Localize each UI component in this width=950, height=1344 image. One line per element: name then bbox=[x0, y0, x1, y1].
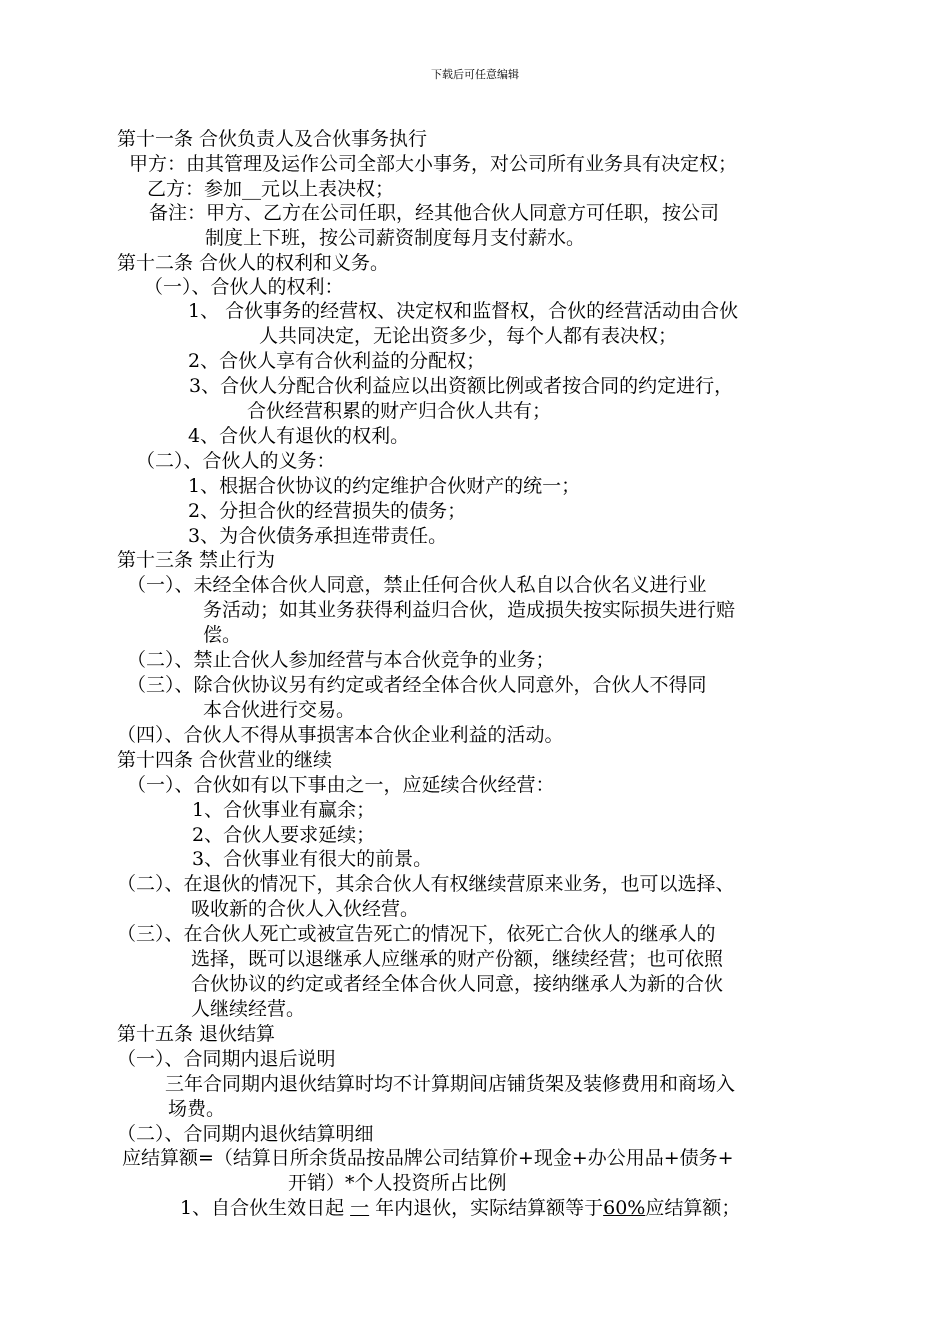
text-line: （二）、在退伙的情况下，其余合伙人有权继续营原来业务，也可以选择、 bbox=[117, 873, 735, 895]
text-line: （二）、合伙人的义务： bbox=[136, 450, 336, 472]
text-line: 选择，既可以退继承人应继承的财产份额，继续经营；也可依照 bbox=[191, 948, 724, 970]
text-line: 开销）*个人投资所占比例 bbox=[288, 1172, 507, 1194]
text-line: 3、为合伙债务承担连带责任。 bbox=[188, 525, 448, 547]
underlined-years: 一 bbox=[350, 1197, 370, 1219]
text-line: 2、分担合伙的经营损失的债务； bbox=[188, 500, 467, 522]
text-line: 吸收新的合伙人入伙经营。 bbox=[191, 898, 420, 920]
article-12-title: 第十二条 合伙人的权利和义务。 bbox=[117, 252, 390, 274]
underlined-percent: 60% bbox=[603, 1197, 646, 1219]
text-line: （三）、除合伙协议另有约定或者经全体合伙人同意外，合伙人不得同 bbox=[127, 674, 707, 696]
text-line: 备注：甲方、乙方在公司任职，经其他合伙人同意方可任职，按公司 bbox=[149, 202, 720, 224]
article-13-title: 第十三条 禁止行为 bbox=[117, 549, 276, 571]
text-line: 3、合伙事业有很大的前景。 bbox=[192, 848, 433, 870]
text-line: 偿。 bbox=[203, 624, 242, 646]
text-line: 2、合伙人要求延续； bbox=[192, 824, 376, 846]
text-line: 合伙协议的约定或者经全体合伙人同意，接纳继承人为新的合伙 bbox=[191, 973, 724, 995]
settlement-rule-line bbox=[180, 1196, 740, 1220]
text-line: （二）、合同期内退伙结算明细 bbox=[117, 1123, 374, 1145]
text-segment: 1、自合伙生效日起 bbox=[180, 1197, 345, 1219]
text-segment: 年内退伙，实际结算额等于 bbox=[375, 1197, 604, 1219]
text-line: 2、合伙人享有合伙利益的分配权； bbox=[188, 350, 486, 372]
text-line: 人继续经营。 bbox=[191, 998, 306, 1020]
text-line: （二）、禁止合伙人参加经营与本合伙竞争的业务； bbox=[127, 649, 555, 671]
text-line: （一）、合伙如有以下事由之一，应延续合伙经营： bbox=[127, 774, 555, 796]
text-line: 3、合伙人分配合伙利益应以出资额比例或者按合同的约定进行， bbox=[189, 375, 734, 397]
text-line: 人共同决定，无论出资多少，每个人都有表决权； bbox=[259, 325, 678, 347]
text-line: （一）、合伙人的权利： bbox=[144, 276, 344, 298]
text-line: （一）、未经全体合伙人同意，禁止任何合伙人私自以合伙名义进行业 bbox=[127, 574, 707, 596]
text-line: 1、合伙事业有赢余； bbox=[192, 799, 376, 821]
article-15-title: 第十五条 退伙结算 bbox=[117, 1023, 276, 1045]
article-11-title: 第十一条 合伙负责人及合伙事务执行 bbox=[117, 128, 428, 150]
text-line: 乙方：参加__元以上表决权； bbox=[147, 178, 395, 200]
text-line: 制度上下班，按公司薪资制度每月支付薪水。 bbox=[205, 227, 586, 249]
text-line: 务活动；如其业务获得利益归合伙，造成损失按实际损失进行赔 bbox=[203, 599, 736, 621]
text-line: 应结算额=（结算日所余货品按品牌公司结算价+现金+办公用品+债务+ bbox=[122, 1147, 734, 1169]
article-14-title: 第十四条 合伙营业的继续 bbox=[117, 749, 333, 771]
text-line: （一）、合同期内退后说明 bbox=[117, 1048, 336, 1070]
text-line: 合伙经营积累的财产归合伙人共有； bbox=[247, 400, 552, 422]
text-line: 1、 合伙事务的经营权、决定权和监督权，合伙的经营活动由合伙 bbox=[188, 300, 739, 322]
text-segment: 应结算额； bbox=[645, 1197, 741, 1219]
text-line: 场费。 bbox=[168, 1098, 226, 1120]
page-header: 下载后可任意编辑 bbox=[431, 68, 519, 81]
text-line: 4、合伙人有退伙的权利。 bbox=[188, 425, 410, 447]
text-line: 本合伙进行交易。 bbox=[203, 699, 356, 721]
text-line: 三年合同期内退伙结算时均不计算期间店铺货架及装修费用和商场入 bbox=[165, 1073, 736, 1095]
text-line: （四）、合伙人不得从事损害本合伙企业利益的活动。 bbox=[117, 724, 564, 746]
text-line: 1、根据合伙协议的约定维护合伙财产的统一； bbox=[188, 475, 581, 497]
text-line: （三）、在合伙人死亡或被宣告死亡的情况下，依死亡合伙人的继承人的 bbox=[117, 923, 716, 945]
text-line: 甲方：由其管理及运作公司全部大小事务，对公司所有业务具有决定权； bbox=[129, 153, 738, 175]
